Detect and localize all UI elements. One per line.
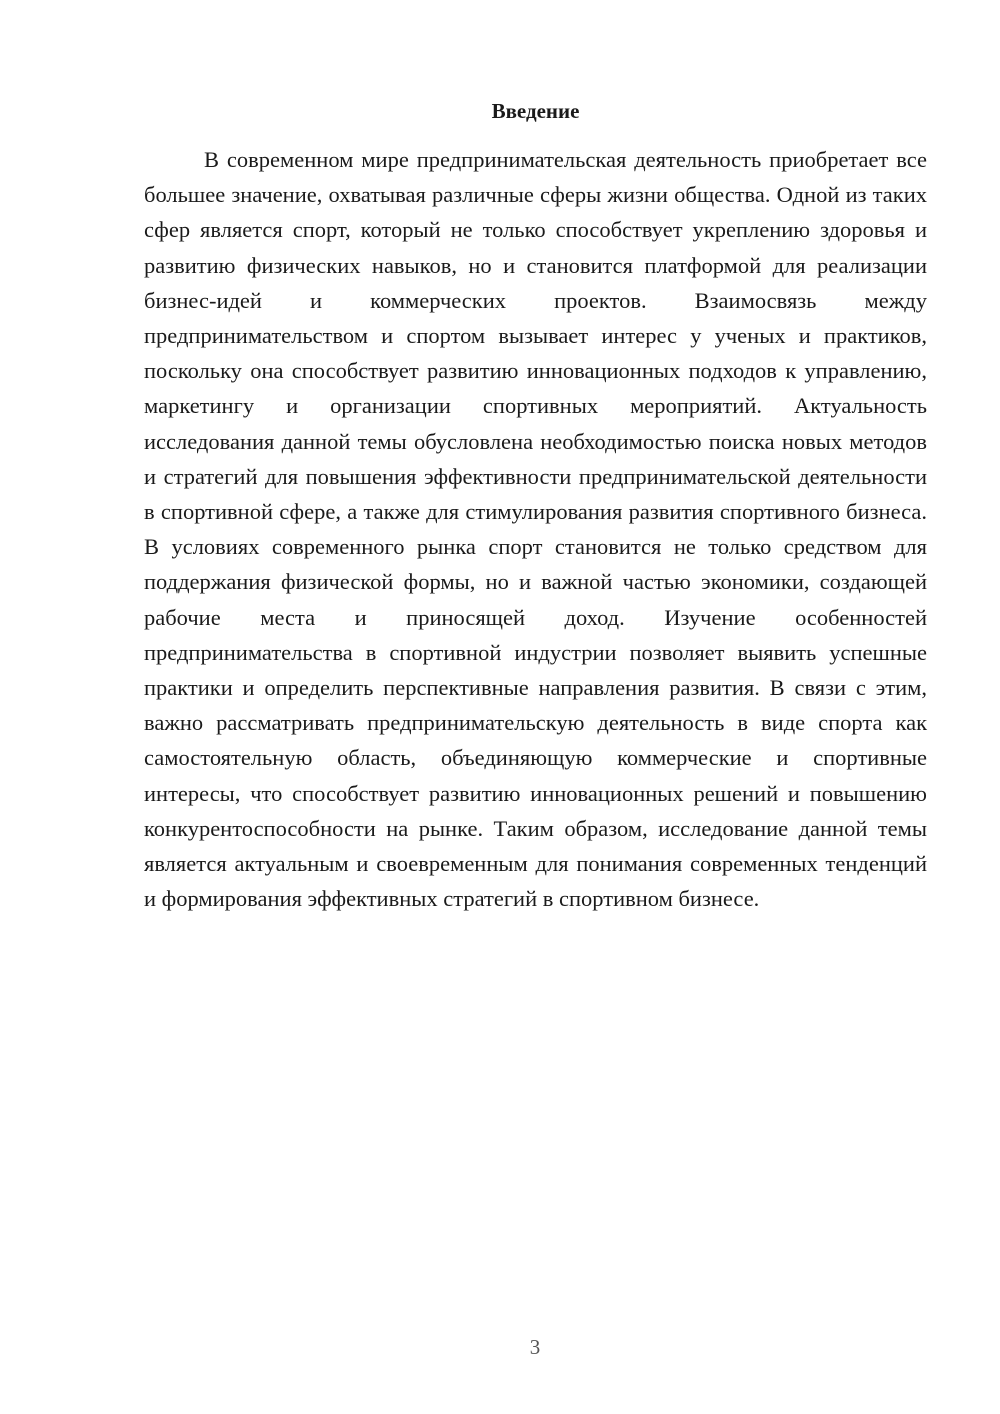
- body-paragraph: В современном мире предпринимательская деятельность приобретает все большее значение, охватывая различные сферы жизни общества. Одной из таких сфер является спорт, который не только способствует укреплению здоровья и развитию физических навыков, но и становится платформой для реализации бизнес-идей и коммерческих проектов. Взаимосвязь между предпринимательством и спортом вызывает интерес у ученых и практиков, поскольку она способствует развитию инновационных подходов к управлению, маркетингу и организации спортивных мероприятий. Актуальность исследования данной темы обусловлена необходимостью поиска новых методов и стратегий для повышения эффективности предпринимательской деятельности в спортивной сфере, а также для стимулирования развития спортивного бизнеса. В условиях современного рынка спорт становится не только средством для поддержания физической формы, но и важной частью экономики, создающей рабочие места и приносящей доход. Изучение особенностей предпринимательства в спортивной индустрии позволяет выявить успешные практики и определить перспективные направления развития. В связи с этим, важно рассматривать предпринимательскую деятельность в виде спорта как самостоятельную область, объединяющую коммерческие и спортивные интересы, что способствует развитию инновационных решений и повышению конкурентоспособности на рынке. Таким образом, исследование данной темы является актуальным и своевременным для понимания современных тенденций и формирования эффективных стратегий в спортивном бизнесе.: [144, 147, 927, 912]
- section-heading: Введение: [491, 99, 580, 123]
- page-number: 3: [529, 1335, 541, 1359]
